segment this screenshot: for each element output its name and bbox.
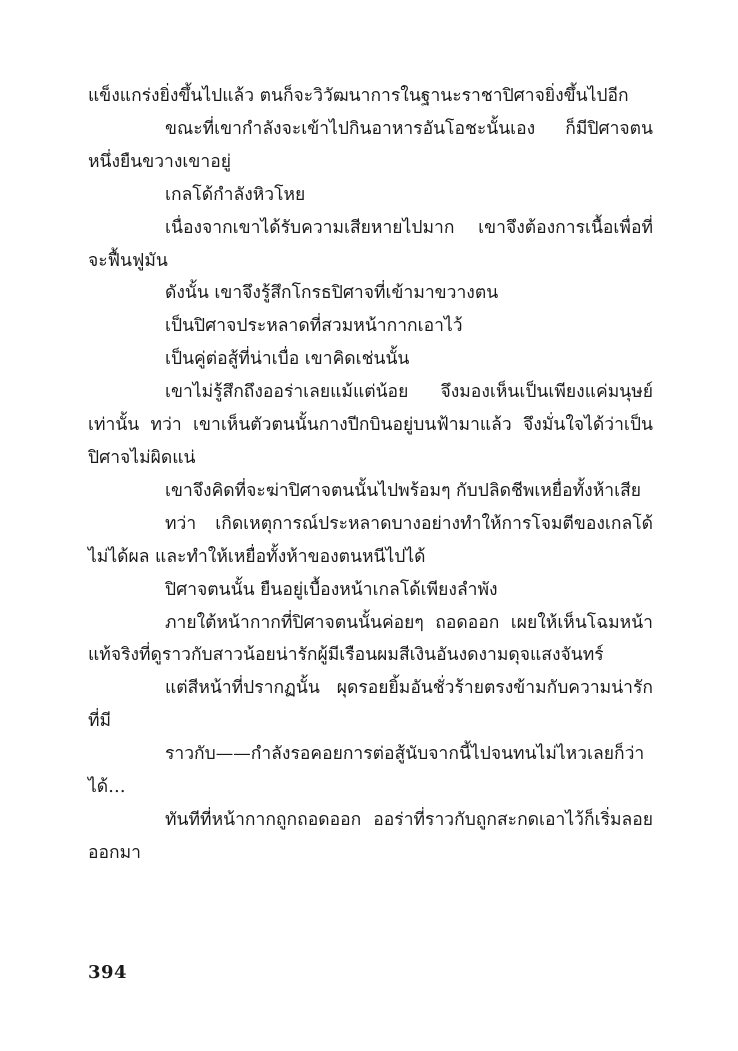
paragraph: เนื่องจากเขาได้รับความเสียหายไปมาก เขาจึงต้องการเนื้อเพื่อที่จะฟื้นฟูมัน <box>88 217 653 271</box>
paragraph: ดังนั้น เขาจึงรู้สึกโกรธปิศาจที่เข้ามาขวางตน <box>165 283 499 304</box>
paragraph: เป็นคู่ต่อสู้ที่น่าเบื่อ เขาคิดเช่นนั้น <box>165 349 410 370</box>
paragraph: เขาไม่รู้สึกถึงออร่าเลยแม้แต่น้อย จึงมองเห็นเป็นเพียงแค่มนุษย์เท่านั้น ทว่า เขาเห็นตัวตนนั้นกางปีกบินอยู่บนฟ้ามาแล้ว จึงมั่นใจได้ว่าเป็นปิศาจไม่ผิดแน่ <box>88 382 653 468</box>
paragraph: แข็งแกร่งยิ่งขึ้นไปแล้ว ตนก็จะวิวัฒนาการในฐานะราชาปิศาจยิ่งขึ้นไปอีก <box>88 86 629 106</box>
paragraph: ปิศาจตนนั้น ยืนอยู่เบื้องหน้าเกลโด้เพียงลำพัง <box>165 579 498 600</box>
page-number: 394 <box>88 962 128 983</box>
paragraph: ภายใต้หน้ากากที่ปิศาจตนนั้นค่อยๆ ถอดออก เผยให้เห็นโฉมหน้าแท้จริงที่ดูราวกับสาวน้อยน่ารักผู้มีเรือนผมสีเงินอันงดงามดุจแสงจันทร์ <box>88 612 653 666</box>
paragraph: เกลโด้กำลังหิวโหย <box>165 184 306 205</box>
body-text <box>88 80 653 870</box>
paragraph: เขาจึงคิดที่จะฆ่าปิศาจตนนั้นไปพร้อมๆ กับปลิดชีพเหยื่อทั้งห้าเสีย <box>165 480 642 501</box>
paragraph: ทันทีที่หน้ากากถูกถอดออก ออร่าที่ราวกับถูกสะกดเอาไว้ก็เริ่มลอยออกมา <box>88 809 653 863</box>
paragraph: ราวกับ——กำลังรอคอยการต่อสู้นับจากนี้ไปจนทนไม่ไหวเลยก็ว่าได้… <box>88 744 645 798</box>
paragraph: ทว่า เกิดเหตุการณ์ประหลาดบางอย่างทำให้การโจมตีของเกลโด้ไม่ได้ผล และทำให้เหยื่อทั้งห้าของตนหนีไปได้ <box>88 513 653 567</box>
paragraph: ขณะที่เขากำลังจะเข้าไปกินอาหารอันโอชะนั้นเอง ก็มีปิศาจตนหนึ่งยืนขวางเขาอยู่ <box>88 118 653 172</box>
paragraph: แต่สีหน้าที่ปรากฏนั้น ผุดรอยยิ้มอันชั่วร้ายตรงข้ามกับความน่ารักที่มี <box>88 678 653 732</box>
paragraph: เป็นปิศาจประหลาดที่สวมหน้ากากเอาไว้ <box>165 316 463 337</box>
